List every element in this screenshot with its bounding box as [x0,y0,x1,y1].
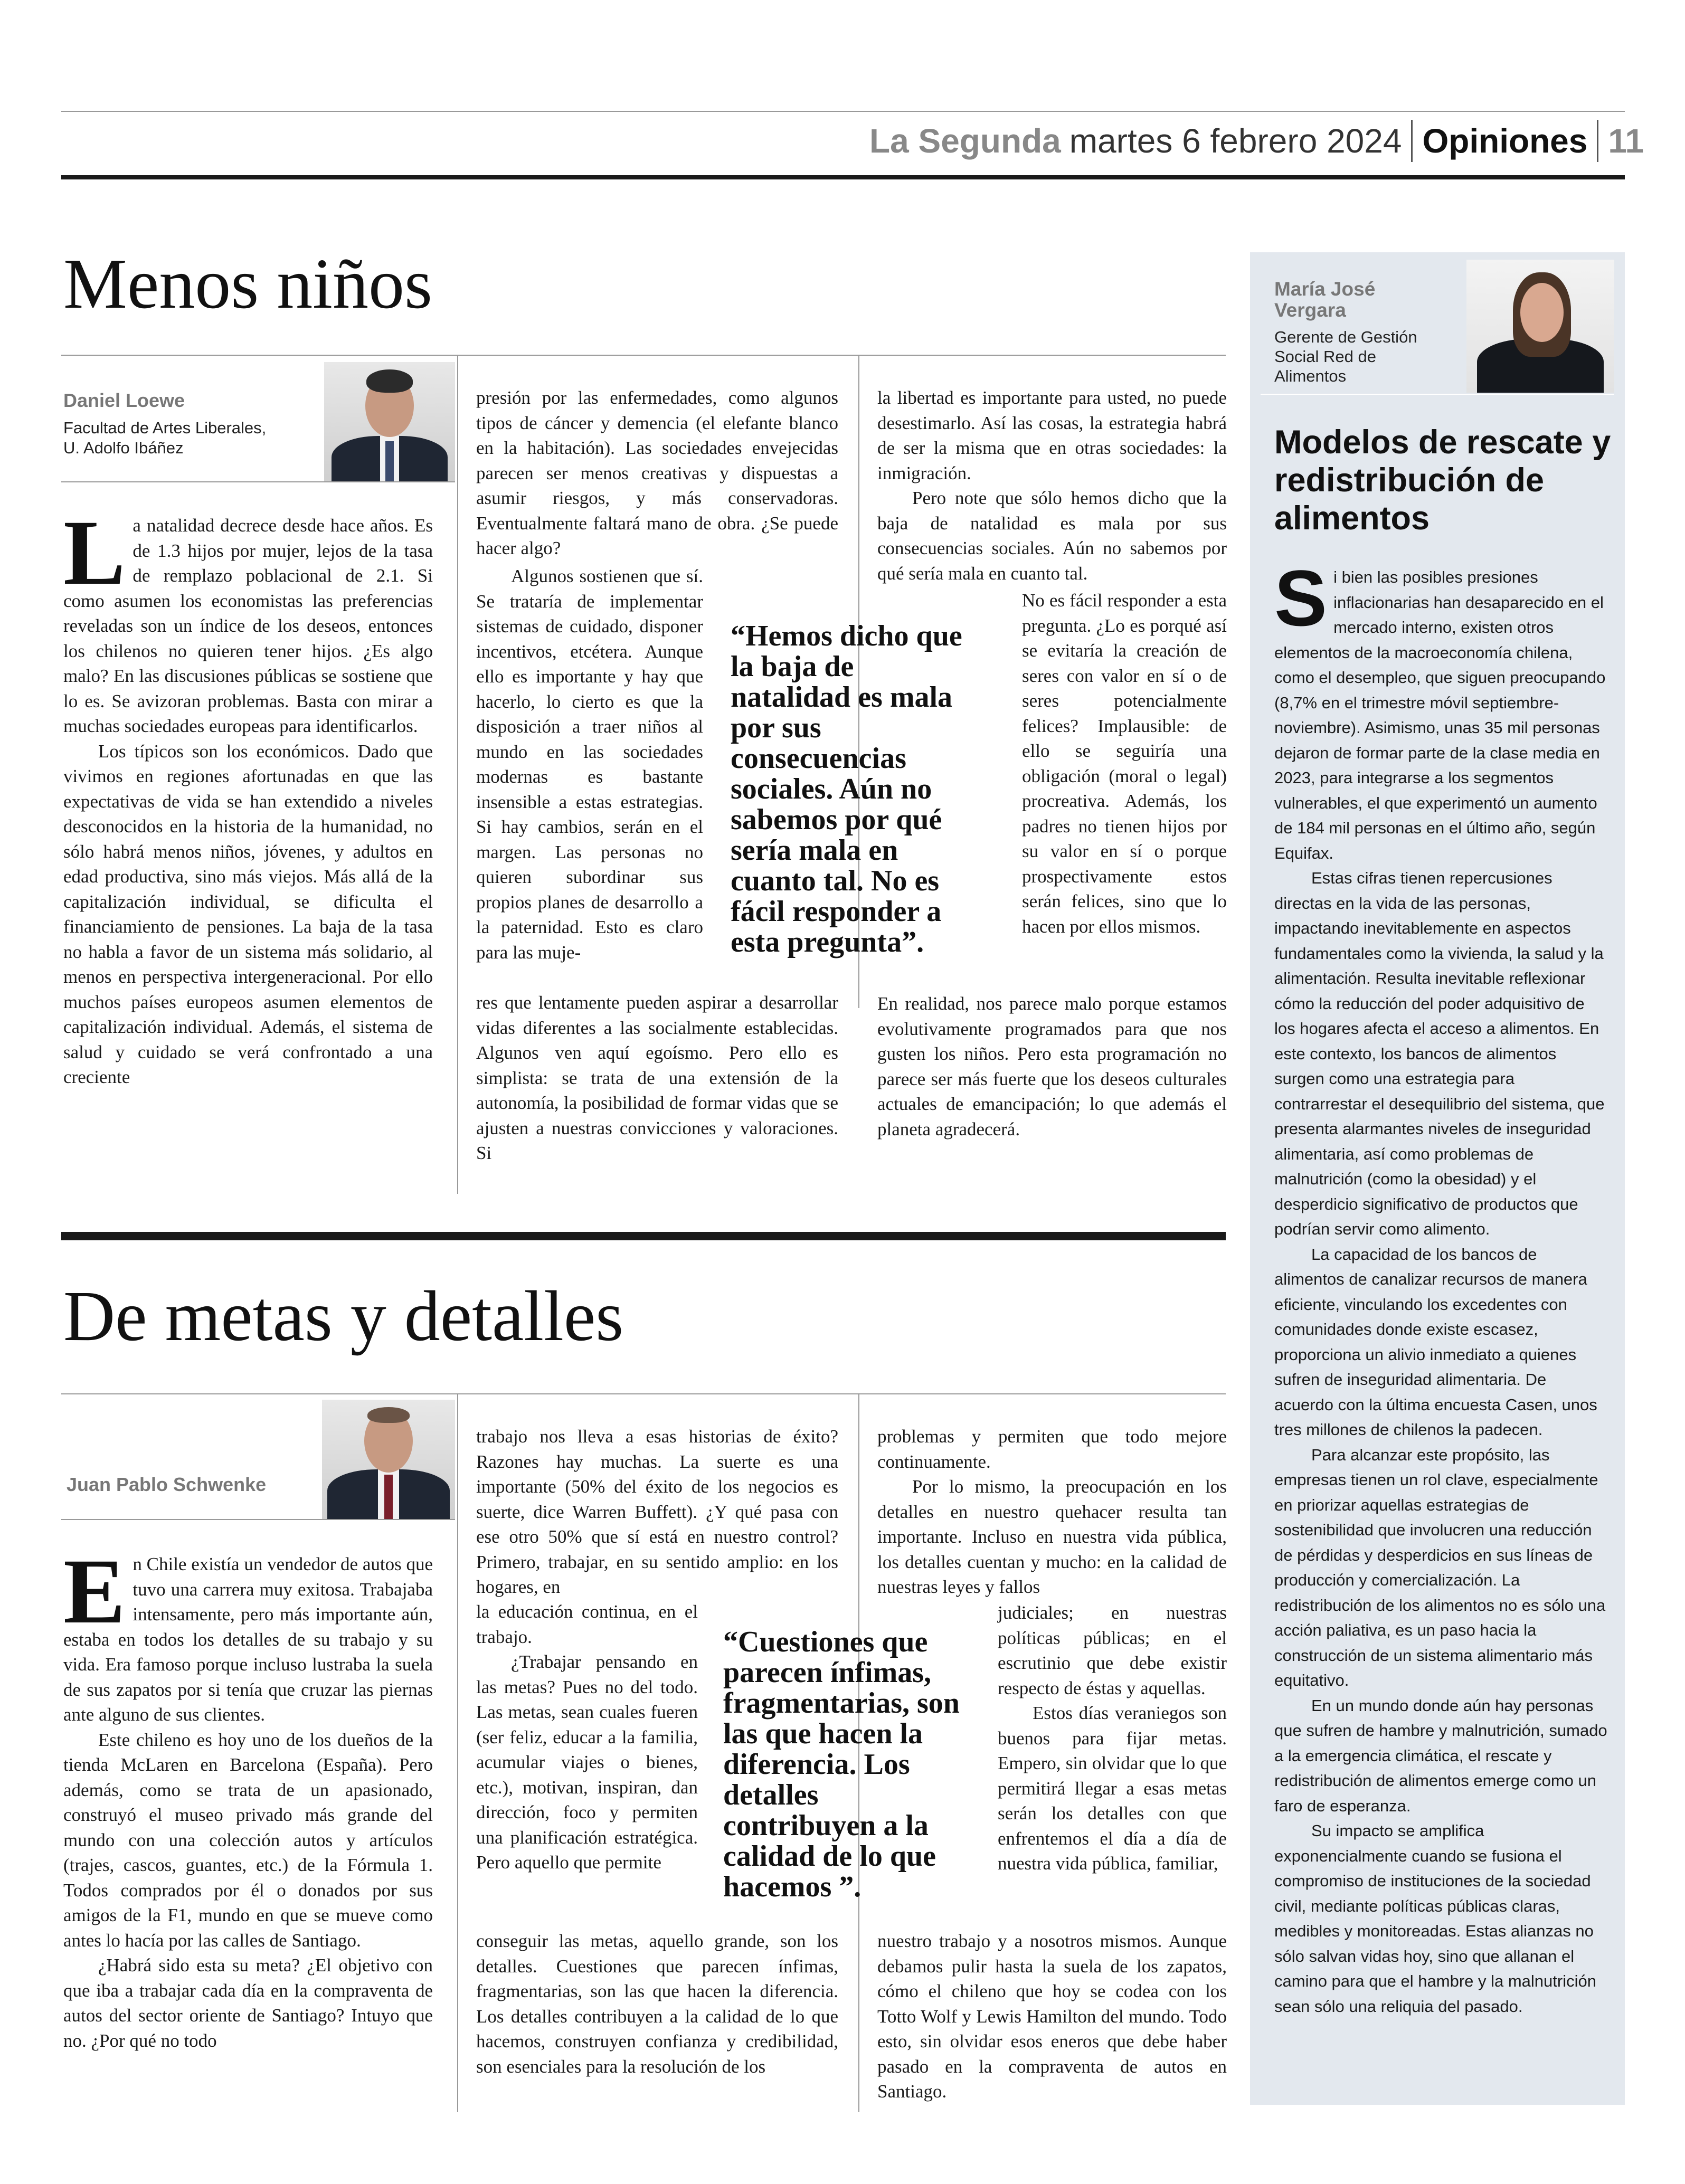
top-hairline [61,111,1625,112]
paragraph: Los típicos son los económicos. Dado que vivimos en regiones afortunadas en que las expectativas de vida se han extendido a niveles desconocidos en la historia de la humanidad, no sólo habrá menos niños, jóvenes, y adultos en edad productiva, sino más viejos. Más allá de la capitalización individual, se dificulta el financiamiento de pensiones. La baja de la tasa no habla a favor de un sistema más solidario, al menos en perspectiva intergeneracional. Por ello muchos países europeos asumen elementos de capitalización individual. Además, el sistema de salud y cuidado se verá confrontado a una creciente [63,740,433,1087]
article1-author: Daniel Loewe [63,390,185,411]
paragraph: conseguir las metas, aquello grande, son los detalles. Cuestiones que parecen ínfimas, fragmentarias, son las que hacen la diferencia. Los detalles contribuyen a la calidad de lo que hacemos, construyen confianza y credibilidad, son esenciales para la resolución de los [476,1931,838,2077]
paragraph: Por lo mismo, la preocupación en los detalles en nuestro quehacer resulta tan importante. Incluso en nuestra vida pública, los detalles cuentan y mucho: en la calidad de nuestras leyes y fallos [877,1476,1227,1597]
article2-author: Juan Pablo Schwenke [67,1474,267,1495]
sidebar-author-photo [1466,260,1614,393]
sidebar-dropcap: S [1274,554,1328,642]
sidebar-headline: Modelos de rescate y redistribución de alimentos [1274,424,1611,537]
article1-dropcap: L [63,501,126,604]
article1-column3-narrow [1022,588,1227,939]
masthead-divider [1411,120,1413,162]
paragraph: Este chileno es hoy uno de los dueños de la tienda McLaren en Barcelona (España). Pero además, como se trata de un apasionado, construyó el museo privado más grande del mundo con una colección autos y artículos (trajes, cascos, guantes, etc.) de la Fórmula 1. Todos comprados por él o donados por sus amigos de la F1, mundo en que se mueve como antes lo hacía por las calles de Santiago. [63,1729,433,1951]
article2-author-photo [322,1400,455,1519]
section-name: Opiniones [1422,122,1588,160]
article1-column3-bottom [877,991,1227,1142]
article1-column2-top [476,385,838,561]
paragraph: Para alcanzar este propósito, las empresas tienen un rol clave, especialmente en priorizar aquellas estrategias de sostenibilidad que involucren una reducción de pérdidas y desperdicios en sus líneas de producción y comercialización. La redistribución de los alimentos no es sólo una acción paliativa, es un paso hacia la construcción de un sistema alimentario más equitativo. [1274,1445,1606,1689]
paragraph: n Chile existía un vendedor de autos que tuvo una carrera muy exitosa. Trabajaba intensamente, pero más importante aún, estaba en todos los detalles de su trabajo y su vida. Era famoso porque incluso lustraba la suela de sus zapatos por si tenía que cruzar las piernas ante alguno de sus clientes. [63,1554,433,1725]
paragraph: Algunos sostienen que sí. Se trataría de implementar sistemas de cuidado, disponer incentivos, etcétera. Aunque ello es importante y hay que hacerlo, lo cierto es que la disposición a traer niños al mundo en las sociedades modernas es bastante insensible a estas estrategias. Si hay cambios, serán en el margen. Las personas no quieren subordinar sus propios planes de desarrollo a la paternidad. Esto es claro para las muje- [476,566,703,963]
article2-headline: De metas y detalles [63,1277,624,1356]
paragraph: la educación continua, en el trabajo. [476,1601,698,1647]
paragraph: res que lentamente pueden aspirar a desarrollar vidas diferentes a las socialmente establecidas. Algunos ven aquí egoísmo. Pero ello es simplista: se trata de una extensión de la autonomía, la posibilidad de formar vidas que se ajusten a nuestras convicciones y valoraciones. Si [476,992,838,1163]
masthead [869,117,1644,165]
paragraph: Su impacto se amplifica exponencialmente cuando se fusiona el compromiso de instituciones de la sociedad civil, mediante políticas públicas claras, medibles y monitoreadas. Estas alianzas no sólo salvan vidas hoy, sino que allanan el camino para que el hambre y la malnutrición sean sólo una reliquia del pasado. [1274,1821,1596,2016]
issue-date: martes 6 febrero 2024 [1069,122,1402,160]
paragraph: La capacidad de los bancos de alimentos de canalizar recursos de manera eficiente, vinculando los excedentes con comunidades donde existe escasez, proporciona un alivio inmediato a quienes sufren de inseguridad alimentaria. De acuerdo con la última encuesta Casen, unos tres millones de chilenos la padecen. [1274,1245,1597,1439]
article2-pullquote: “Cuestiones que parecen ínfimas, fragmentarias, son las que hacen la diferencia. Los detalles contribuyen a la calidad de lo que hacemos ”. [723,1626,960,1903]
sidebar-author-role: Gerente de Gestión Social Red de Alimentos [1274,328,1417,385]
article2-byline [67,1474,320,1496]
masthead-divider [1597,120,1598,162]
article-divider [61,1232,1226,1240]
column-divider [457,1393,458,2112]
article2-byline-rule [61,1519,455,1520]
paragraph: ¿Habrá sido esta su meta? ¿El objetivo con que iba a trabajar cada día en la compraventa de autos del sector oriente de Santiago? Intuyo que no. ¿Por qué no todo [63,1955,433,2051]
article1-head-rule [61,355,1226,356]
page-number: 11 [1608,122,1644,160]
paragraph: Estos días veraniegos son buenos para fijar metas. Empero, sin olvidar que lo que permitirá llegar a esas metas serán los detalles con que enfrentemos el día a día de nuestra vida pública, familiar, [998,1703,1227,1874]
article1-affiliation: Facultad de Artes Liberales, U. Adolfo Ibáñez [63,419,267,457]
paragraph: i bien las posibles presiones inflacionarias han desaparecido en el mercado interno, existen otros elementos de la macroeconomía chilena, como el desempleo, que siguen preocupando (8,7% en el trimestre móvil septiembre-noviembre). Asimismo, unas 35 mil personas dejaron de formar parte de la clase media en 2023, para integrarse a los segmentos vulnerables, el que experimentó un aumento de 184 mil personas en el último año, según Equifax. [1274,568,1606,862]
article1-headline: Menos niños [63,244,432,324]
publication-name: La Segunda [869,122,1061,160]
article1-byline-rule [61,481,455,482]
paragraph: Pero note que sólo hemos dicho que la baja de natalidad es mala por sus consecuencias sociales. Aún no sabemos por qué sería mala en cuanto tal. [877,488,1227,584]
article1-column3-top [877,385,1227,586]
paragraph: la libertad es importante para usted, no puede desestimarlo. Así las cosas, la estrategia habrá de ser la misma que en otras sociedades: la inmigración. [877,387,1227,483]
paragraph: a natalidad decrece desde hace años. Es de 1.3 hijos por mujer, lejos de la tasa de remplazo poblacional de 2.1. Si como asumen los economistas las preferencias reveladas son un índice de los deseos, entonces los chilenos no quieren tener hijos. ¿Es algo malo? En las discusiones públicas se sostiene que lo es. Se avizoran problemas. Basta con mirar a muchas sociedades europeas para identificarlos. [63,515,433,736]
article2-column3-top [877,1424,1227,1600]
article1-column2-narrow [476,564,703,965]
article2-head-rule [61,1393,1226,1394]
article1-column2-bottom [476,990,838,1166]
opinion-sidebar [1250,252,1625,2105]
article2-column2-top [476,1424,838,1600]
article2-column2-bottom [476,1929,838,2079]
paragraph: nuestro trabajo y a nosotros mismos. Aunque debamos pulir hasta la suela de los zapatos, cómo el chileno que hoy se codea con los Totto Wolf y Lewis Hamilton del mundo. Todo esto, sin olvidar esos eneros que debe haber pasado en la compraventa de autos en Santiago. [877,1931,1227,2102]
paragraph: problemas y permiten que todo mejore continuamente. [877,1426,1227,1472]
article1-byline [63,390,317,458]
paragraph: ¿Trabajar pensando en las metas? Pues no del todo. Las metas, sean cuales fueren (ser feliz, educar a la familia, acumular viajes o bienes, etc.), motivan, inspiran, dan dirección, foco y permiten una planificación estratégica. Pero aquello que permite [476,1651,698,1873]
article2-column3-narrow [998,1600,1227,1876]
article1-column1 [63,501,433,1090]
paragraph: trabajo nos lleva a esas historias de éxito? Razones hay muchas. La suerte es una importante (50% del éxito de los negocios es suerte, dice Warren Buffett). ¿Y qué pasa con ese otro 50% que sí está en nuestro control? Primero, trabajar, en su sentido amplio: en los hogares, en [476,1426,838,1597]
sidebar-body [1274,554,1608,2019]
column-divider [457,355,458,1194]
article2-column2-narrow [476,1599,698,1875]
article1-author-photo [324,362,455,482]
paragraph: En realidad, nos parece malo porque estamos evolutivamente programados para que nos gusten los niños. Pero esta programación no parece ser más fuerte que los deseos culturales actuales de emancipación; lo que además el planeta agradecerá. [877,993,1227,1140]
sidebar-author: María José Vergara [1274,278,1376,321]
paragraph: Estas cifras tienen repercusiones directas en la vida de las personas, impactando inevitablemente en aspectos fundamentales como la vivienda, la salud y la alimentación. Resulta inevitable reflexionar cómo la reducción del poder adquisitivo de los hogares afecta el acceso a alimentos. En este contexto, los bancos de alimentos surgen como una estrategia para contrarrestar el desequilibrio del sistema, que presenta alarmantes niveles de inseguridad alimentaria, así como problemas de malnutrición (como la obesidad) y el desperdicio significativo de productos que podrían servir como alimento. [1274,869,1605,1238]
sidebar-byline-rule [1261,394,1614,395]
article2-dropcap: E [63,1540,126,1643]
article2-column1 [63,1540,433,2053]
article1-pullquote: “Hemos dicho que la baja de natalidad es mala por sus consecuencias sociales. Aún no sabemos por qué sería mala en cuanto tal. No es fácil responder a esta pregunta”. [731,620,962,958]
paragraph: En un mundo donde aún hay personas que sufren de hambre y malnutrición, sumado a la emergencia climática, el rescate y redistribución de alimentos emerge como un faro de esperanza. [1274,1696,1607,1815]
paragraph: judiciales; en nuestras políticas públicas; en el escrutinio que debe existir respecto de éstas y aquellas. [998,1602,1227,1698]
paragraph: presión por las enfermedades, como algunos tipos de cáncer y demencia (el elefante blanco en la habitación). Las sociedades envejecidas parecen ser menos creativas y dispuestas a asumir riesgos, y más conservadoras. Eventualmente faltará mano de obra. ¿Se puede hacer algo? [476,387,838,558]
paragraph: No es fácil responder a esta pregunta. ¿Lo es porqué así se evitaría la creación de seres con valor en sí o de seres potencialmente felices? Implausible: de ello se seguiría una obligación (moral o legal) procreativa. Además, los padres no tienen hijos por su valor en sí o porque prospectivamente estos serán felices, sino que lo hacen por ellos mismos. [1022,590,1227,937]
masthead-rule [61,175,1625,179]
article2-column3-bottom [877,1929,1227,2104]
